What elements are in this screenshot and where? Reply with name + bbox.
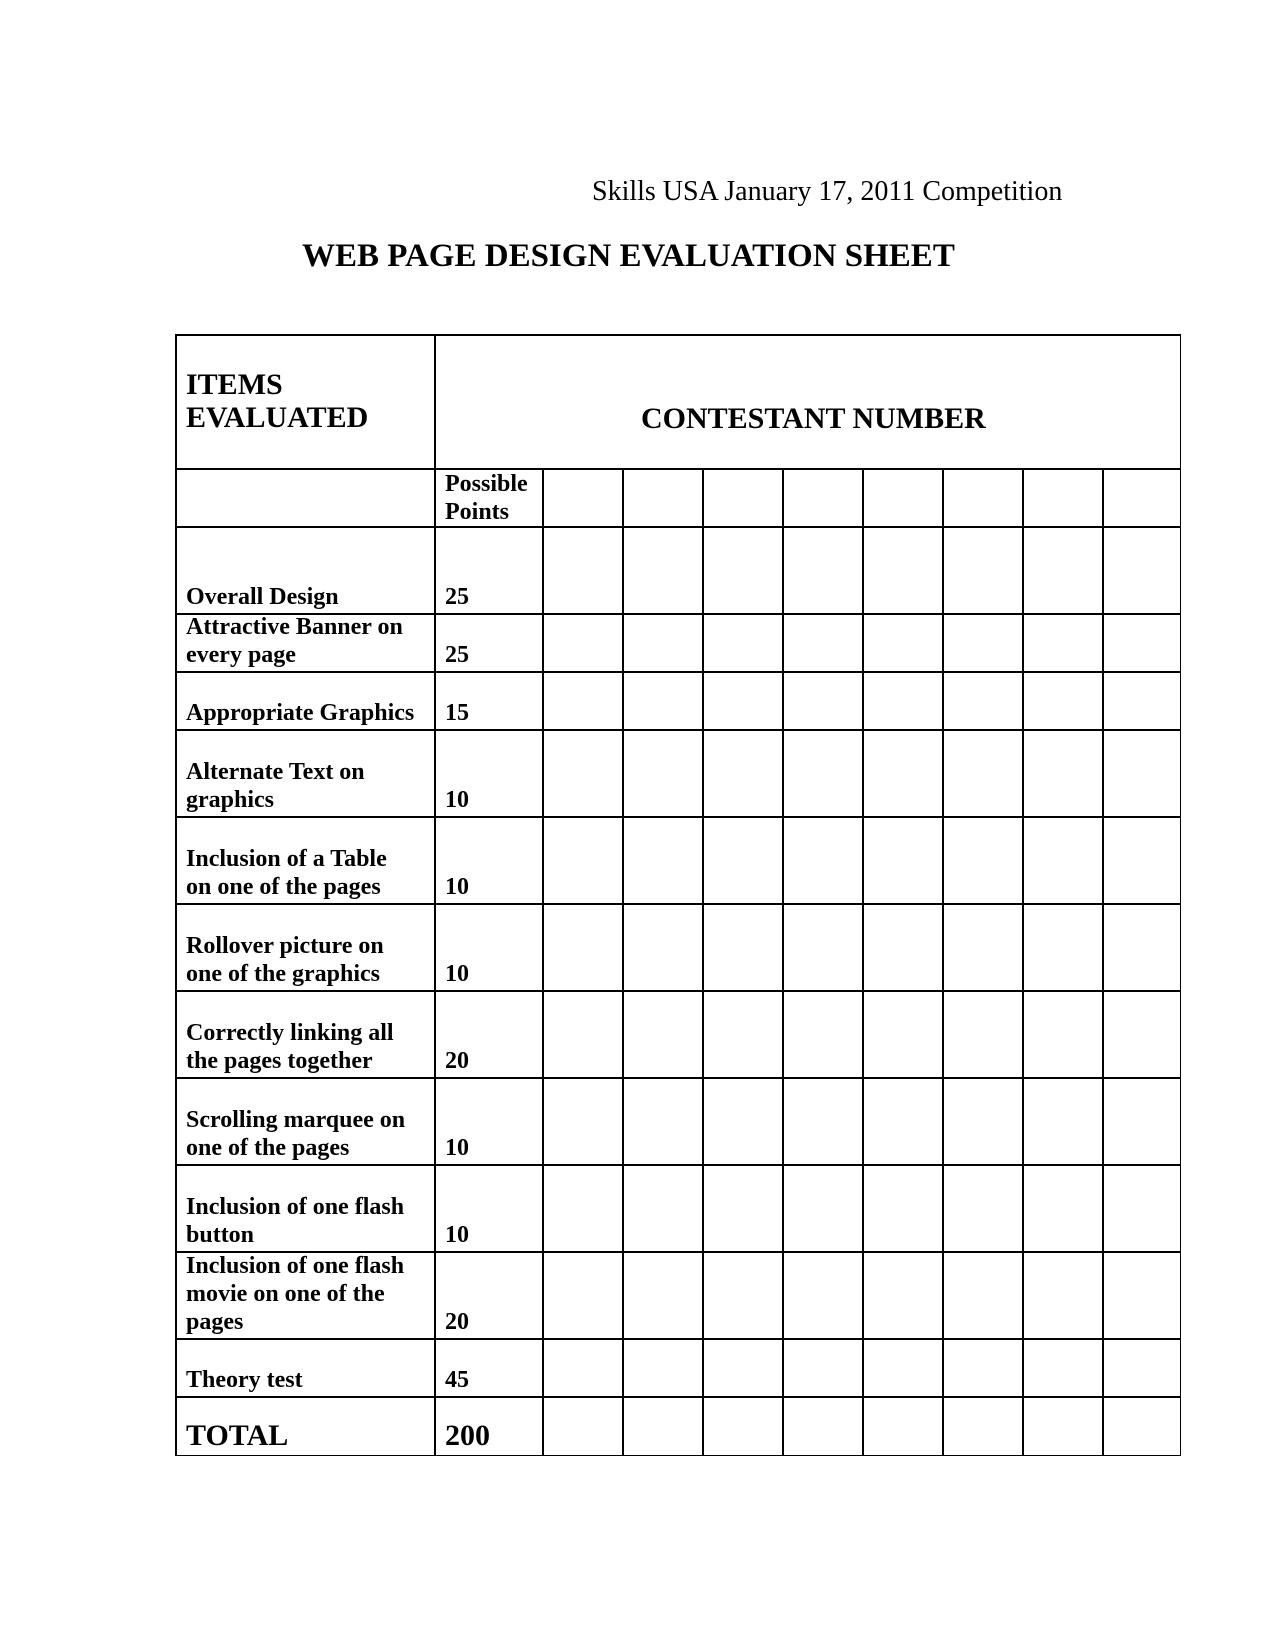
- score-cell[interactable]: [1104, 1253, 1179, 1336]
- total-possible-points: 200: [445, 1419, 490, 1452]
- contestant-number-header: CONTESTANT NUMBER: [641, 402, 986, 435]
- score-cell[interactable]: [624, 731, 700, 814]
- score-cell[interactable]: [1104, 528, 1179, 611]
- item-possible-points: 25: [445, 584, 469, 610]
- score-cell[interactable]: [864, 1253, 940, 1336]
- score-cell[interactable]: [864, 1079, 940, 1162]
- score-cell[interactable]: [1024, 905, 1100, 988]
- total-score-cell[interactable]: [1104, 1398, 1179, 1454]
- score-cell[interactable]: [784, 1340, 860, 1394]
- competition-subtitle: Skills USA January 17, 2011 Competition: [592, 176, 1063, 207]
- score-cell[interactable]: [1104, 731, 1179, 814]
- table-rule-horizontal: [175, 334, 1181, 336]
- score-cell[interactable]: [704, 1340, 780, 1394]
- score-cell[interactable]: [784, 731, 860, 814]
- item-possible-points: 20: [445, 1048, 469, 1074]
- item-possible-points: 10: [445, 874, 469, 900]
- score-cell[interactable]: [544, 673, 620, 727]
- score-cell[interactable]: [1024, 992, 1100, 1075]
- score-cell[interactable]: [624, 818, 700, 901]
- score-cell[interactable]: [1024, 1340, 1100, 1394]
- score-cell[interactable]: [864, 673, 940, 727]
- score-cell[interactable]: [784, 673, 860, 727]
- score-cell[interactable]: [1024, 731, 1100, 814]
- score-cell[interactable]: [704, 1079, 780, 1162]
- score-cell[interactable]: [544, 1166, 620, 1249]
- item-possible-points: 15: [445, 700, 469, 726]
- score-cell[interactable]: [864, 992, 940, 1075]
- score-cell[interactable]: [1104, 615, 1179, 669]
- score-cell[interactable]: [1024, 818, 1100, 901]
- score-cell[interactable]: [624, 992, 700, 1075]
- item-label: Inclusion of one flash button: [186, 1194, 405, 1248]
- items-evaluated-header: ITEMS EVALUATED: [186, 368, 369, 434]
- score-cell[interactable]: [864, 528, 940, 611]
- score-cell[interactable]: [624, 673, 700, 727]
- evaluation-table: [175, 334, 1181, 1456]
- item-possible-points: 10: [445, 1135, 469, 1161]
- score-cell[interactable]: [784, 1166, 860, 1249]
- score-cell[interactable]: [1024, 615, 1100, 669]
- score-cell[interactable]: [944, 905, 1020, 988]
- score-cell[interactable]: [704, 1253, 780, 1336]
- score-cell[interactable]: [704, 1166, 780, 1249]
- score-cell[interactable]: [624, 1079, 700, 1162]
- score-cell[interactable]: [1104, 992, 1179, 1075]
- score-cell[interactable]: [864, 615, 940, 669]
- score-cell[interactable]: [944, 1166, 1020, 1249]
- item-label: Inclusion of one flash movie on one of the pages: [186, 1253, 405, 1335]
- item-possible-points: 10: [445, 961, 469, 987]
- item-label: Appropriate Graphics: [186, 700, 415, 726]
- score-cell[interactable]: [544, 818, 620, 901]
- item-label: Rollover picture on one of the graphics: [186, 933, 384, 987]
- score-cell[interactable]: [544, 528, 620, 611]
- total-score-cell[interactable]: [944, 1398, 1020, 1454]
- score-cell[interactable]: [944, 1340, 1020, 1394]
- item-label: Alternate Text on graphics: [186, 759, 365, 813]
- possible-points-header: Possible Points: [445, 471, 528, 525]
- item-possible-points: 20: [445, 1309, 469, 1335]
- item-possible-points: 10: [445, 1222, 469, 1248]
- score-cell[interactable]: [944, 1079, 1020, 1162]
- item-possible-points: 10: [445, 787, 469, 813]
- score-cell[interactable]: [944, 1253, 1020, 1336]
- score-cell[interactable]: [944, 818, 1020, 901]
- score-cell[interactable]: [944, 992, 1020, 1075]
- total-score-cell[interactable]: [544, 1398, 620, 1454]
- score-cell[interactable]: [944, 731, 1020, 814]
- total-score-cell[interactable]: [624, 1398, 700, 1454]
- score-cell[interactable]: [544, 1079, 620, 1162]
- score-cell[interactable]: [1104, 673, 1179, 727]
- score-cell[interactable]: [864, 731, 940, 814]
- score-cell[interactable]: [544, 1340, 620, 1394]
- total-score-cell[interactable]: [784, 1398, 860, 1454]
- table-rule-vertical: [1180, 334, 1182, 1456]
- total-score-cell[interactable]: [1024, 1398, 1100, 1454]
- score-cell[interactable]: [784, 905, 860, 988]
- item-label: Inclusion of a Table on one of the pages: [186, 846, 387, 900]
- table-rule-horizontal: [175, 1455, 1181, 1457]
- item-possible-points: 45: [445, 1367, 469, 1393]
- score-cell[interactable]: [1024, 1166, 1100, 1249]
- item-label: Attractive Banner on every page: [186, 614, 403, 668]
- score-cell[interactable]: [544, 615, 620, 669]
- item-possible-points: 25: [445, 642, 469, 668]
- score-cell[interactable]: [864, 1340, 940, 1394]
- table-rule-vertical: [175, 334, 177, 1456]
- score-cell[interactable]: [624, 905, 700, 988]
- score-cell[interactable]: [784, 992, 860, 1075]
- score-cell[interactable]: [1104, 818, 1179, 901]
- sheet-title: WEB PAGE DESIGN EVALUATION SHEET: [302, 238, 955, 274]
- total-score-cell[interactable]: [864, 1398, 940, 1454]
- total-label: TOTAL: [186, 1419, 289, 1452]
- score-cell[interactable]: [1104, 1340, 1179, 1394]
- score-cell[interactable]: [704, 905, 780, 988]
- score-cell[interactable]: [1104, 1166, 1179, 1249]
- total-score-cell[interactable]: [704, 1398, 780, 1454]
- score-cell[interactable]: [704, 731, 780, 814]
- table-rule-vertical: [434, 334, 436, 1456]
- score-cell[interactable]: [1024, 528, 1100, 611]
- score-cell[interactable]: [624, 528, 700, 611]
- score-cell[interactable]: [944, 528, 1020, 611]
- score-cell[interactable]: [864, 1166, 940, 1249]
- item-label: Correctly linking all the pages together: [186, 1020, 394, 1074]
- score-cell[interactable]: [1024, 1079, 1100, 1162]
- score-cell[interactable]: [624, 1166, 700, 1249]
- score-cell[interactable]: [704, 615, 780, 669]
- score-cell[interactable]: [544, 731, 620, 814]
- score-cell[interactable]: [704, 818, 780, 901]
- score-cell[interactable]: [1024, 1253, 1100, 1336]
- score-cell[interactable]: [544, 1253, 620, 1336]
- score-cell[interactable]: [624, 615, 700, 669]
- item-label: Theory test: [186, 1367, 303, 1393]
- item-label: Overall Design: [186, 584, 339, 610]
- score-cell[interactable]: [704, 528, 780, 611]
- score-cell[interactable]: [784, 818, 860, 901]
- score-cell[interactable]: [784, 1253, 860, 1336]
- score-cell[interactable]: [864, 818, 940, 901]
- score-cell[interactable]: [944, 673, 1020, 727]
- score-cell[interactable]: [624, 1340, 700, 1394]
- score-cell[interactable]: [784, 1079, 860, 1162]
- score-cell[interactable]: [1024, 673, 1100, 727]
- score-cell[interactable]: [544, 905, 620, 988]
- item-label: Scrolling marquee on one of the pages: [186, 1107, 406, 1161]
- score-cell[interactable]: [1104, 1079, 1179, 1162]
- score-cell[interactable]: [944, 615, 1020, 669]
- table-rule-horizontal: [175, 468, 1181, 470]
- score-cell[interactable]: [624, 1253, 700, 1336]
- score-cell[interactable]: [784, 615, 860, 669]
- score-cell[interactable]: [864, 905, 940, 988]
- score-cell[interactable]: [784, 528, 860, 611]
- score-cell[interactable]: [1104, 905, 1179, 988]
- score-cell[interactable]: [544, 992, 620, 1075]
- score-cell[interactable]: [704, 673, 780, 727]
- score-cell[interactable]: [704, 992, 780, 1075]
